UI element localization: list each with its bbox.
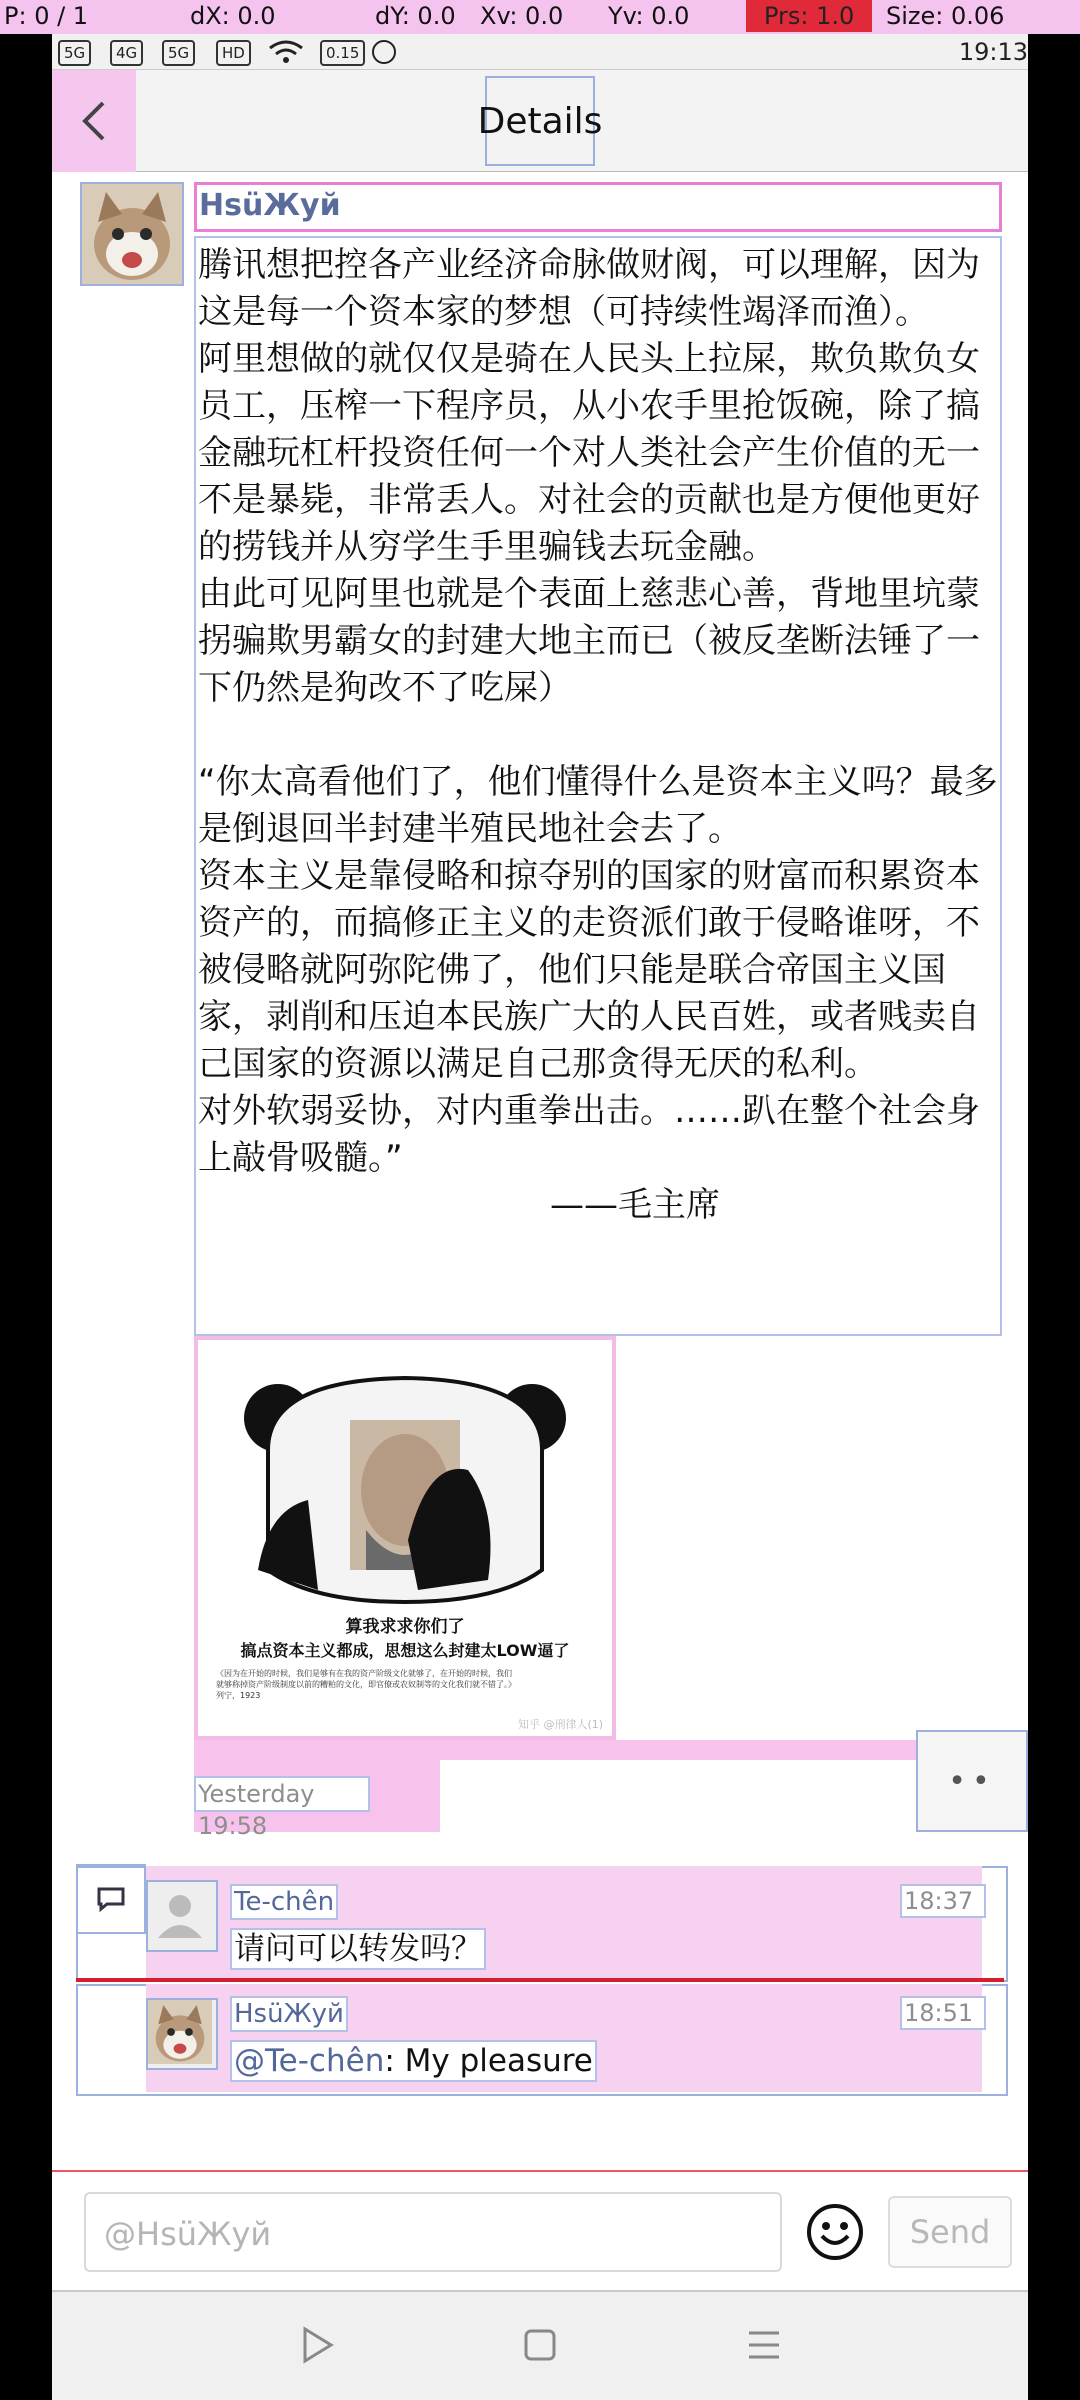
post-body (194, 236, 1002, 1336)
comment-input-box[interactable] (84, 2192, 782, 2272)
clock: 19:13 (958, 38, 1028, 66)
debug-yv: Yv: 0.0 (608, 2, 690, 30)
comment-mention[interactable]: @Te-chên (234, 2043, 385, 2079)
network-5g-2-icon: 5G (162, 40, 195, 66)
post-image[interactable] (194, 1336, 616, 1740)
post-paragraph: 阿里想做的就仅仅是骑在人民头上拉屎，欺负欺负女员工，压榨一下程序员，从小农手里抢饭碗，除了搞金融玩杠杆投资任何一个对人类社会产生价值的无一不是暴毙，非常丢人。对社会的贡献也是方便他更好的捞钱并从穷学生手里骗钱去玩金融。 (198, 339, 980, 567)
send-button[interactable]: Send (888, 2196, 1012, 2268)
post-signature: ——毛主席 (550, 1185, 720, 1225)
debug-overlay (0, 0, 1080, 34)
nav-home-button[interactable] (450, 2290, 630, 2400)
comment-input[interactable] (102, 2210, 746, 2258)
post-author-name[interactable]: HsüЖуй (194, 182, 1002, 232)
comment-author-avatar[interactable] (146, 1998, 218, 2070)
comment-text (230, 2040, 597, 2082)
post-paragraph: 对外软弱妥协，对内重拳出击。……趴在整个社会身上敲骨吸髓。” (198, 1091, 980, 1178)
comment-bubble-icon (96, 1886, 126, 1912)
reply-button[interactable] (76, 1864, 146, 1934)
emoji-button[interactable] (800, 2196, 870, 2268)
smiley-icon (805, 2202, 865, 2262)
comment-author-name[interactable]: HsüЖуй (230, 1996, 348, 2032)
page-title: Details (485, 76, 595, 166)
notification-icon (372, 40, 396, 64)
comment-text: 请问可以转发吗？ (230, 1928, 486, 1970)
debug-pointer: P: 0 / 1 (4, 2, 89, 30)
debug-dy: dY: 0.0 (375, 2, 456, 30)
post-paragraph: 由此可见阿里也就是个表面上慈悲心善，背地里坑蒙拐骗欺男霸女的封建大地主而已（被反垄断法锤了一下仍然是狗改不了吃屎） (198, 574, 980, 708)
comment-timestamp: 18:51 (900, 1996, 986, 2030)
debug-xv: Xv: 0.0 (480, 2, 564, 30)
network-5g-icon: 5G (58, 40, 91, 66)
speed-indicator: 0.15 (320, 40, 365, 66)
wifi-icon (266, 38, 306, 66)
comment-reply-text: : My pleasure (384, 2043, 593, 2079)
hd-icon: HD (216, 40, 251, 66)
meme-watermark: 知乎 @刑律人(1) (518, 1718, 604, 1731)
network-4g-icon: 4G (110, 40, 143, 66)
cat-avatar-icon (148, 2000, 212, 2064)
meme-quote: 《因为在开始的时候，我们是够有在我的资产阶级文化就够了，在开始的时候，我们就够称掉资产阶级制度以前的糟粕的文化，即官僚或农奴制等的文化我们就不错了。》列宁，1923 (216, 1669, 516, 1700)
post-footer-spacer (440, 1760, 916, 1832)
back-arrow-icon (79, 99, 109, 143)
panda-meme-image (198, 1340, 612, 1736)
post-paragraph: “你太高看他们了，他们懂得什么是资本主义吗？最多是倒退回半封建半殖民地社会去了。 (198, 762, 998, 849)
default-user-icon (148, 1882, 212, 1946)
post-paragraph: 资本主义是靠侵略和掠夺别的国家的财富而积累资本资产的，而搞修正主义的走资派们敢于侵略谁呀，不被侵略就阿弥陀佛了，他们只能是联合帝国主义国家，剥削和压迫本民族广大的人民百姓，或者贱卖自己国家的资源以满足自己那贪得无厌的私利。 (198, 856, 980, 1084)
meme-caption-main: 算我求求你们了 (345, 1617, 465, 1637)
nav-home-icon (523, 2328, 557, 2362)
debug-pressure: Prs: 1.0 (746, 0, 872, 32)
meme-caption-sub: 搞点资本主义都成，思想这么封建太LOW逼了 (240, 1641, 570, 1660)
comment-divider (76, 1978, 1004, 1982)
comment-author-name[interactable]: Te-chên (230, 1884, 338, 1920)
back-button[interactable] (52, 70, 136, 172)
debug-size: Size: 0.06 (886, 2, 1005, 30)
post-timestamp: Yesterday 19:58 (194, 1776, 370, 1812)
more-options-button[interactable]: •• (916, 1730, 1028, 1832)
status-bar (52, 34, 1028, 70)
nav-menu-icon (746, 2328, 782, 2362)
post-author-avatar[interactable] (80, 182, 184, 286)
debug-dx: dX: 0.0 (190, 2, 276, 30)
nav-menu-button[interactable] (674, 2290, 854, 2400)
nav-back-icon (301, 2326, 335, 2364)
cat-avatar-icon (82, 184, 182, 284)
post-paragraph: 腾讯想把控各产业经济命脉做财阀，可以理解，因为这是每一个资本家的梦想（可持续性竭泽而渔）。 (198, 245, 980, 332)
comment-timestamp: 18:37 (900, 1884, 986, 1918)
comment-author-avatar[interactable] (146, 1880, 218, 1952)
nav-back-button[interactable] (228, 2290, 408, 2400)
